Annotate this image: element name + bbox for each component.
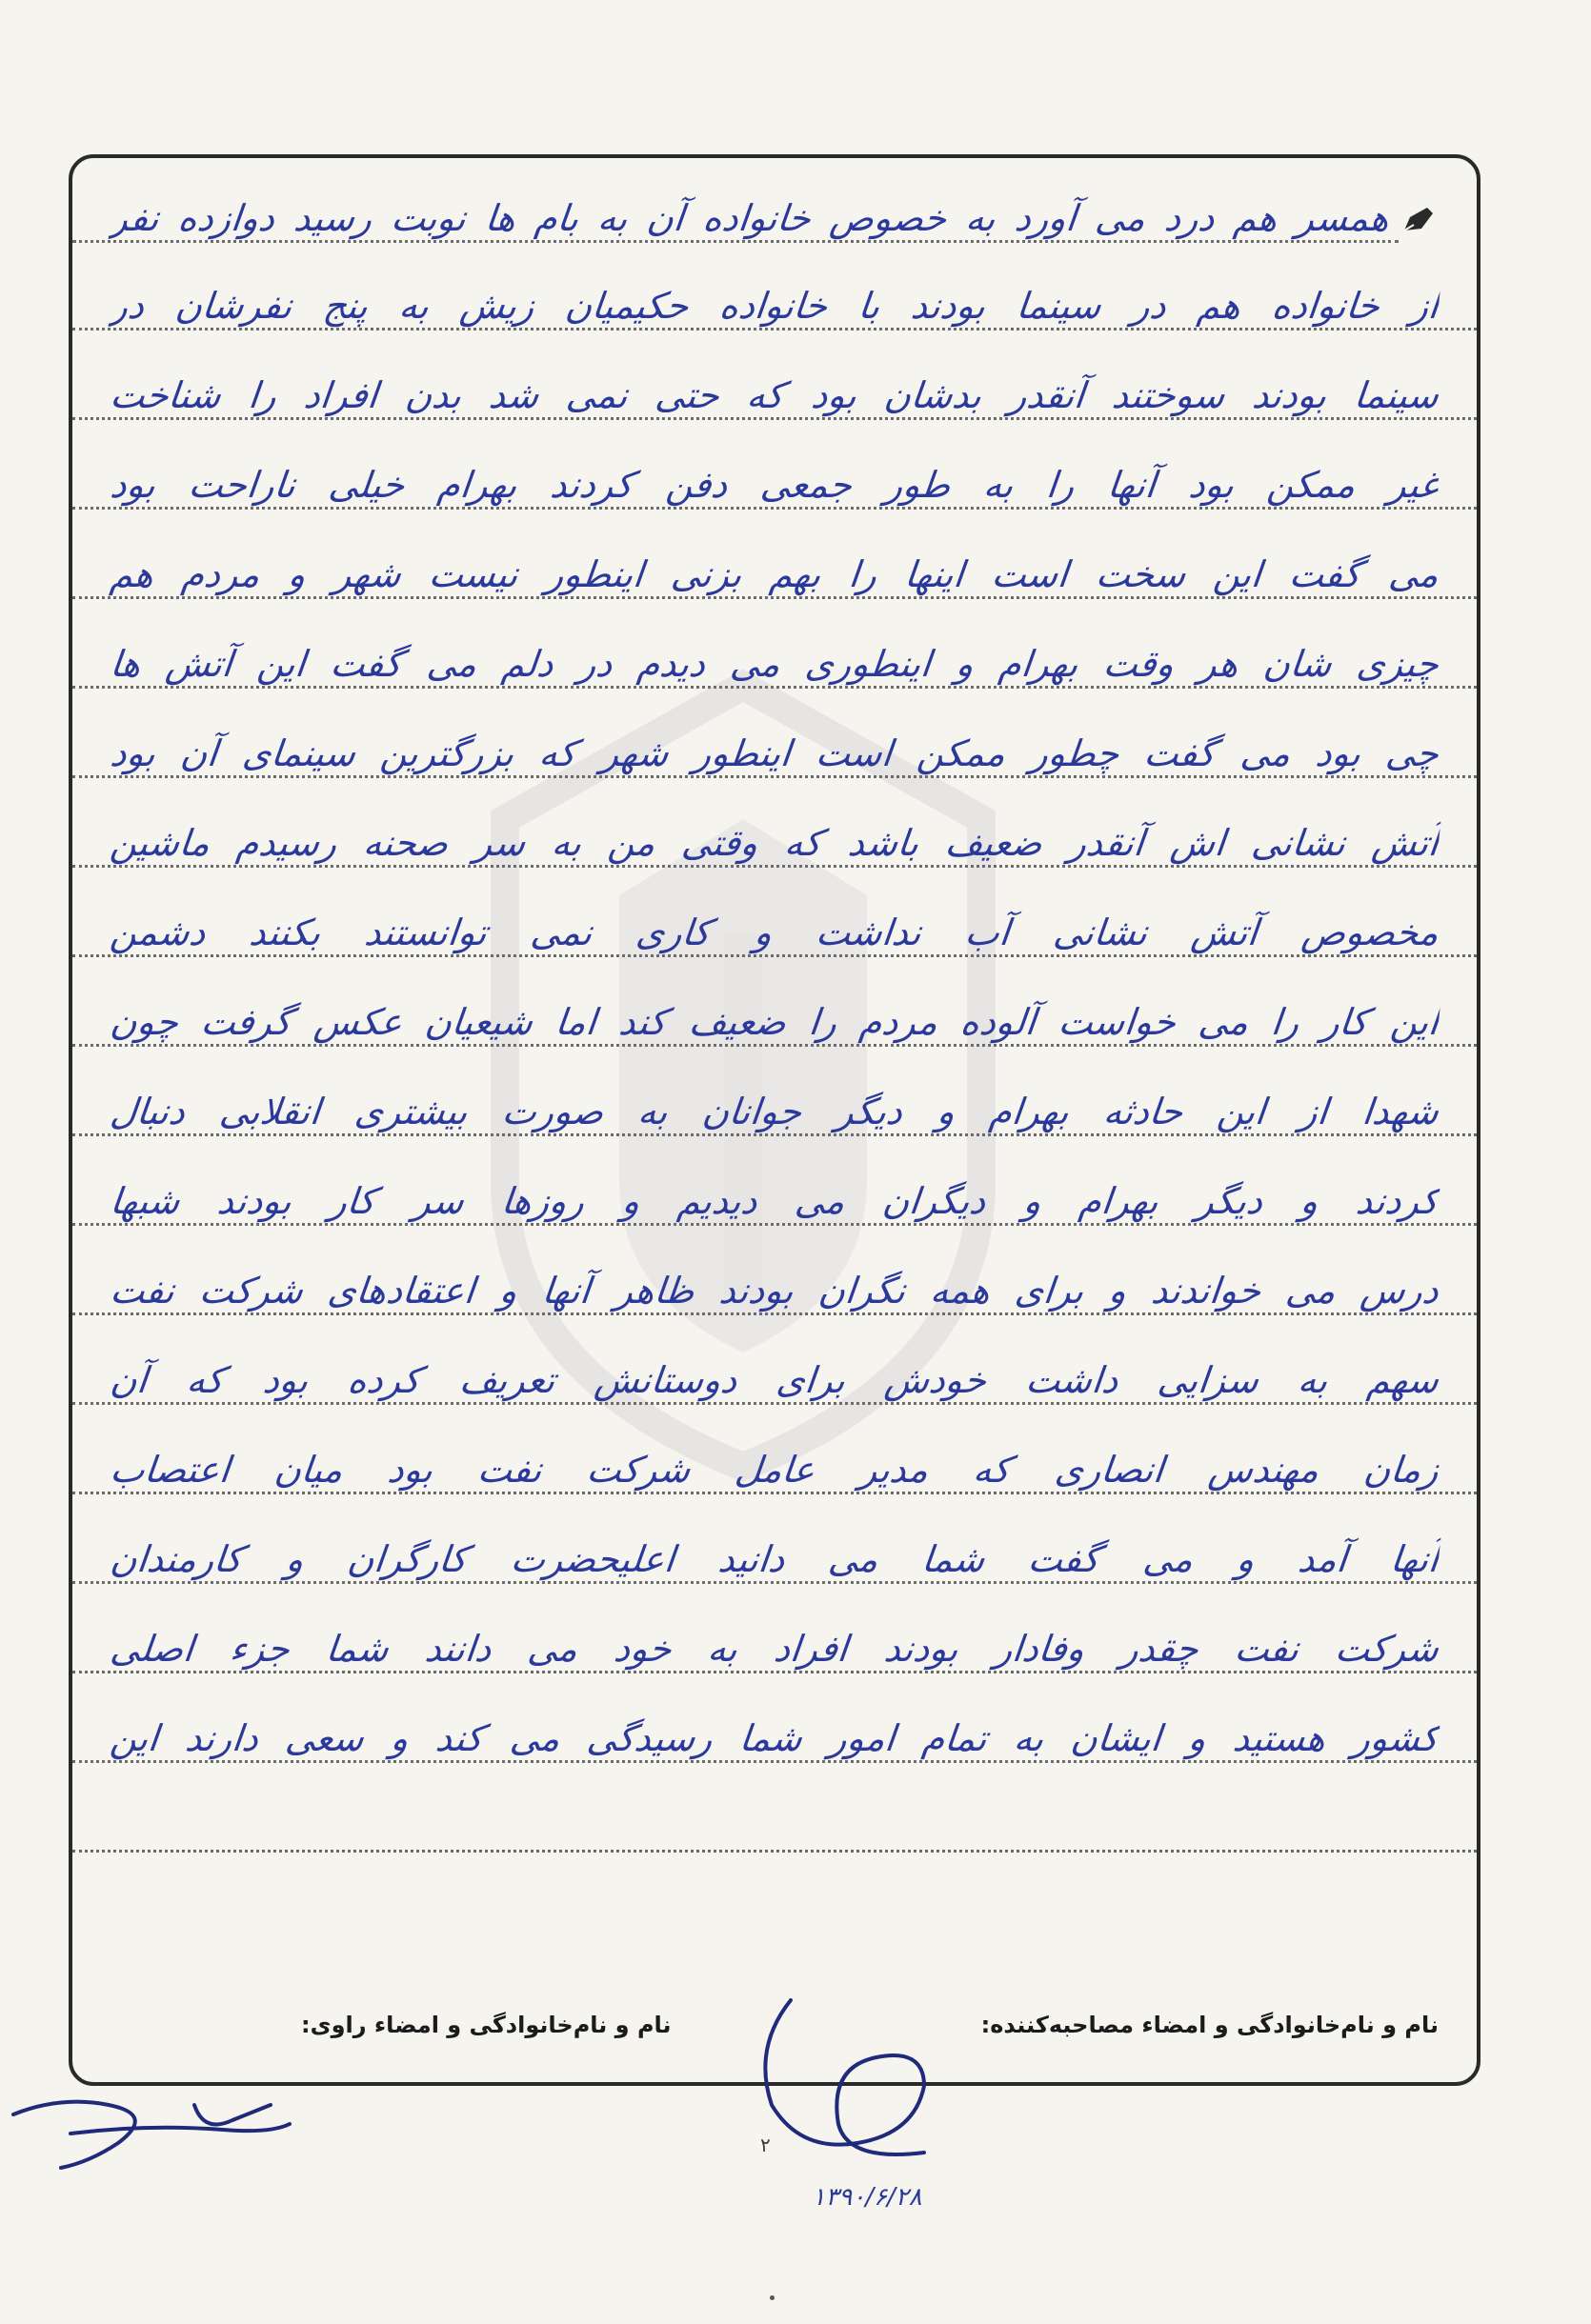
handwritten-line: چیزی شان هر وقت بهرام و اینطوری می دیدم در دلم می گفت این آتش ها — [108, 643, 1441, 685]
handwritten-line: شهدا از این حادثه بهرام و دیگر جوانان به صورت بیشتری انقلابی دنبال — [108, 1091, 1441, 1132]
ruled-line — [72, 507, 1477, 510]
ruled-line — [72, 1044, 1477, 1047]
ruled-line — [72, 1402, 1477, 1405]
ruled-line — [72, 1850, 1477, 1853]
handwritten-line: مخصوص آتش نشانی آب نداشت و کاری نمی توانستند بکنند دشمن — [108, 912, 1441, 953]
ruled-line — [72, 328, 1477, 331]
ruled-line — [72, 1133, 1477, 1136]
handwritten-line: شرکت نفت چقدر وفادار بودند افراد به خود می دانند شما جزء اصلی — [108, 1628, 1441, 1670]
svg-text:۱۳۹۰/۶/۲۸: ۱۳۹۰/۶/۲۸ — [812, 2183, 922, 2212]
handwritten-line: سینما بودند سوختند آنقدر بدشان بود که حتی نمی شد بدن افراد را شناخت — [108, 374, 1441, 416]
narrator-signature — [4, 2076, 328, 2181]
handwritten-line: کردند و دیگر بهرام و دیگران می دیدیم و روزها سر کار بودند شبها — [108, 1180, 1441, 1222]
narrator-signature-label: نام و نام‌خانوادگی و امضاء راوی: — [301, 2012, 672, 2038]
ruled-line — [72, 240, 1399, 243]
handwritten-line: غیر ممکن بود آنها را به طور جمعی دفن کردند بهرام خیلی ناراحت بود — [108, 464, 1441, 506]
handwritten-line: زمان مهندس انصاری که مدیر عامل شرکت نفت بود میان اعتصاب — [108, 1449, 1441, 1491]
ruled-line — [72, 1492, 1477, 1494]
interviewer-signature-label: نام و نام‌خانوادگی و امضاء مصاحبه‌کننده: — [980, 2012, 1439, 2038]
page-number: ۲ — [760, 2134, 771, 2156]
handwritten-line: از خانواده هم در سینما بودند با خانواده حکیمیان زیش به پنج نفرشان در — [108, 285, 1441, 327]
ruled-line — [72, 1581, 1477, 1584]
ruled-line — [72, 954, 1477, 957]
ruled-line — [72, 1760, 1477, 1763]
ruled-line — [72, 865, 1477, 868]
signature-date — [791, 2172, 943, 2219]
handwritten-line: همسر هم درد می آورد به خصوص خانواده آن به بام ها نوبت رسید دوازده نفر — [108, 197, 1392, 239]
handwritten-line: سهم به سزایی داشت خودش برای دوستانش تعریف کرده بود که آن — [108, 1359, 1441, 1401]
ruled-line — [72, 1671, 1477, 1673]
handwritten-line: این کار را می خواست آلوده مردم را ضعیف کند اما شیعیان عکس گرفت چون — [108, 1001, 1441, 1043]
ruled-line — [72, 596, 1477, 599]
ruled-line — [72, 417, 1477, 420]
handwritten-line: آنها آمد و می گفت شما می دانید اعلیحضرت کارگران و کارمندان — [108, 1538, 1441, 1580]
handwritten-line: می گفت این سخت است اینها را بهم بزنی اینطور نیست شهر و مردم هم — [108, 553, 1441, 595]
ruled-line — [72, 686, 1477, 689]
ruled-line — [72, 1312, 1477, 1315]
ruled-frame — [69, 154, 1480, 2086]
ruled-line — [72, 775, 1477, 778]
handwritten-line: درس می خواندند و برای همه نگران بودند ظاهر آنها و اعتقادهای شرکت نفت — [108, 1270, 1441, 1312]
stray-mark — [770, 2295, 775, 2300]
handwritten-line: آتش نشانی اش آنقدر ضعیف باشد که وقتی من به سر صحنه رسیدم ماشین — [108, 822, 1441, 864]
handwritten-line: چی بود می گفت چطور ممکن است اینطور شهر که بزرگترین سینمای آن بود — [108, 732, 1441, 774]
handwritten-line: کشور هستید و ایشان به تمام امور شما رسیدگی می کند و سعی دارند این — [108, 1717, 1441, 1759]
pen-icon — [1402, 206, 1435, 234]
ruled-line — [72, 1223, 1477, 1226]
